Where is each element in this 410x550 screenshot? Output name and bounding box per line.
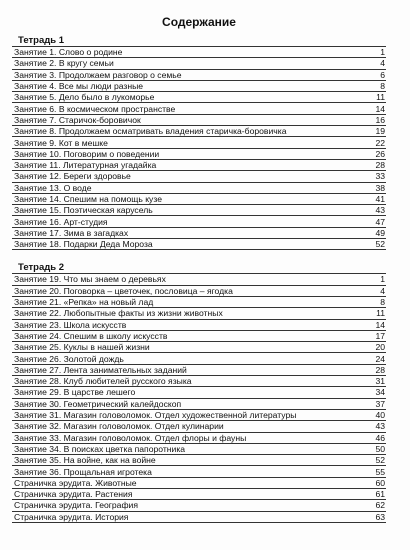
lesson-title: Занятие 33. Магазин головоломок. Отдел флоры и фауны bbox=[14, 432, 247, 443]
page-number: 19 bbox=[375, 126, 385, 137]
contents-row bbox=[12, 115, 386, 126]
lesson-title: Занятие 32. Магазин головоломок. Отдел кулинарии bbox=[14, 421, 224, 432]
page-number: 40 bbox=[375, 410, 385, 421]
lesson-title: Занятие 23. Школа искусств bbox=[14, 319, 127, 330]
contents-row bbox=[12, 137, 386, 148]
contents-row bbox=[12, 103, 386, 114]
lesson-title: Занятие 34. В поисках цветка папоротника bbox=[14, 443, 186, 454]
page-number: 4 bbox=[380, 285, 385, 296]
contents-row bbox=[12, 455, 386, 466]
lesson-title: Занятие 22. Любопытные факты из жизни животных bbox=[14, 308, 223, 319]
page-number: 24 bbox=[375, 353, 385, 364]
page-number: 38 bbox=[375, 182, 385, 193]
contents-row bbox=[12, 444, 386, 455]
page-number: 26 bbox=[375, 148, 385, 159]
page-number: 31 bbox=[375, 376, 385, 387]
page-number: 52 bbox=[375, 239, 385, 250]
lesson-title: Страничка эрудита. Растения bbox=[14, 489, 133, 500]
page-number: 41 bbox=[375, 194, 385, 204]
page-number: 55 bbox=[375, 466, 385, 477]
page-number: 28 bbox=[375, 364, 385, 375]
lesson-title: Занятие 26. Золотой дождь bbox=[14, 353, 124, 364]
page-number: 50 bbox=[375, 443, 385, 454]
page-number: 20 bbox=[375, 342, 385, 353]
contents-list bbox=[12, 273, 386, 523]
contents-row bbox=[12, 500, 386, 511]
contents-row bbox=[12, 81, 386, 92]
contents-list bbox=[12, 46, 386, 250]
contents-row bbox=[12, 126, 386, 137]
contents-row bbox=[12, 92, 386, 103]
contents-row bbox=[12, 320, 386, 331]
lesson-title: Занятие 28. Клуб любителей русского языка bbox=[14, 376, 192, 387]
contents-row bbox=[12, 286, 386, 297]
lesson-title: Занятие 20. Поговорка – цветочек, пословица – ягодка bbox=[14, 285, 233, 296]
lesson-title: Занятие 10. Поговорим о поведении bbox=[14, 148, 160, 159]
page-number: 60 bbox=[375, 477, 385, 488]
page-number: 1 bbox=[380, 274, 385, 285]
page-number: 62 bbox=[375, 500, 385, 511]
page-number: 37 bbox=[375, 398, 385, 409]
lesson-title: Занятие 36. Прощальная игротека bbox=[14, 466, 152, 477]
page-number: 47 bbox=[375, 216, 385, 227]
lesson-title: Занятие 21. «Репка» на новый лад bbox=[14, 297, 154, 308]
contents-row bbox=[12, 478, 386, 489]
contents-row bbox=[12, 512, 386, 523]
contents-row bbox=[12, 331, 386, 342]
lesson-title: Занятие 31. Магазин головоломок. Отдел художественной литературы bbox=[14, 410, 297, 421]
lesson-title: Занятие 9. Кот в мешке bbox=[14, 137, 108, 148]
contents-row bbox=[12, 160, 386, 171]
contents-row bbox=[12, 399, 386, 410]
lesson-title: Занятие 6. В космическом пространстве bbox=[14, 103, 176, 114]
lesson-title: Занятие 25. Куклы в нашей жизни bbox=[14, 342, 150, 353]
page-number: 14 bbox=[375, 319, 385, 330]
contents-row bbox=[12, 297, 386, 308]
contents-row bbox=[12, 489, 386, 500]
lesson-title: Страничка эрудита. Животные bbox=[14, 477, 137, 488]
page-number: 61 bbox=[375, 489, 385, 500]
contents-row bbox=[12, 239, 386, 250]
contents-row bbox=[12, 466, 386, 477]
contents-row bbox=[12, 149, 386, 160]
page-number: 43 bbox=[375, 421, 385, 432]
contents-row bbox=[12, 342, 386, 353]
lesson-title: Занятие 8. Продолжаем осматривать владения старичка-боровичка bbox=[14, 126, 287, 137]
contents-row bbox=[12, 228, 386, 239]
lesson-title: Занятие 29. В царстве лешего bbox=[14, 387, 136, 398]
contents-row bbox=[12, 216, 386, 227]
lesson-title: Занятие 19. Что мы знаем о деревьях bbox=[14, 274, 166, 285]
page-number: 6 bbox=[380, 69, 385, 80]
contents-row bbox=[12, 274, 386, 285]
page-number: 11 bbox=[376, 92, 385, 103]
lesson-title: Занятие 13. О воде bbox=[14, 182, 92, 193]
contents-row bbox=[12, 47, 386, 58]
contents-row bbox=[12, 70, 386, 81]
lesson-title: Занятие 24. Спешим в школу искусств bbox=[14, 330, 168, 341]
contents-row bbox=[12, 183, 386, 194]
page-number: 16 bbox=[375, 114, 385, 125]
page-number: 34 bbox=[375, 387, 385, 398]
lesson-title: Занятие 4. Все мы люди разные bbox=[14, 81, 144, 92]
contents-row bbox=[12, 58, 386, 69]
lesson-title: Занятие 7. Старичок-боровичок bbox=[14, 114, 141, 125]
lesson-title: Страничка эрудита. История bbox=[14, 511, 129, 522]
lesson-title: Занятие 1. Слово о родине bbox=[14, 47, 123, 58]
page-number: 11 bbox=[376, 308, 385, 319]
page-number: 49 bbox=[375, 227, 385, 238]
page-number: 8 bbox=[380, 81, 385, 92]
lesson-title: Занятие 16. Арт-студия bbox=[14, 216, 108, 227]
page-number: 1 bbox=[380, 47, 385, 58]
lesson-title: Занятие 5. Дело было в лукоморье bbox=[14, 92, 155, 103]
notebook-section bbox=[12, 262, 386, 523]
contents-row bbox=[12, 421, 386, 432]
lesson-title: Занятие 14. Спешим на помощь кузе bbox=[14, 194, 162, 204]
lesson-title: Занятие 17. Зима в загадках bbox=[14, 227, 129, 238]
contents-row bbox=[12, 387, 386, 398]
contents-sections bbox=[12, 35, 386, 523]
page-title: Содержание bbox=[162, 15, 236, 29]
contents-row bbox=[12, 171, 386, 182]
page-number: 17 bbox=[375, 330, 385, 341]
lesson-title: Занятие 12. Береги здоровье bbox=[14, 171, 131, 182]
contents-row bbox=[12, 365, 386, 376]
lesson-title: Занятие 2. В кругу семьи bbox=[14, 58, 114, 69]
contents-row bbox=[12, 194, 386, 205]
page-number: 4 bbox=[380, 58, 385, 69]
lesson-title: Занятие 3. Продолжаем разговор о семье bbox=[14, 69, 182, 80]
notebook-heading: Тетрадь 1 bbox=[18, 35, 65, 46]
contents-row bbox=[12, 308, 386, 319]
lesson-title: Занятие 15. Поэтическая карусель bbox=[14, 205, 153, 216]
contents-row bbox=[12, 205, 386, 216]
notebook-section bbox=[12, 35, 386, 250]
lesson-title: Занятие 18. Подарки Деда Мороза bbox=[14, 239, 153, 250]
page-number: 22 bbox=[375, 137, 385, 148]
page-number: 14 bbox=[375, 103, 385, 114]
lesson-title: Занятие 11. Литературная угадайка bbox=[14, 160, 157, 171]
contents-row bbox=[12, 410, 386, 421]
lesson-title: Занятие 30. Геометрический калейдоскоп bbox=[14, 398, 182, 409]
page-number: 52 bbox=[375, 455, 385, 466]
page-number: 8 bbox=[380, 297, 385, 308]
page-number: 63 bbox=[375, 511, 385, 522]
page-number: 33 bbox=[375, 171, 385, 182]
lesson-title: Занятие 27. Лента занимательных заданий bbox=[14, 364, 187, 375]
contents-row bbox=[12, 433, 386, 444]
lesson-title: Страничка эрудита. География bbox=[14, 500, 138, 511]
page-number: 46 bbox=[375, 432, 385, 443]
contents-row bbox=[12, 353, 386, 364]
notebook-heading: Тетрадь 2 bbox=[18, 262, 65, 274]
page-number: 43 bbox=[375, 205, 385, 216]
page-number: 28 bbox=[375, 160, 385, 171]
lesson-title: Занятие 35. На войне, как на войне bbox=[14, 455, 156, 466]
contents-row bbox=[12, 376, 386, 387]
